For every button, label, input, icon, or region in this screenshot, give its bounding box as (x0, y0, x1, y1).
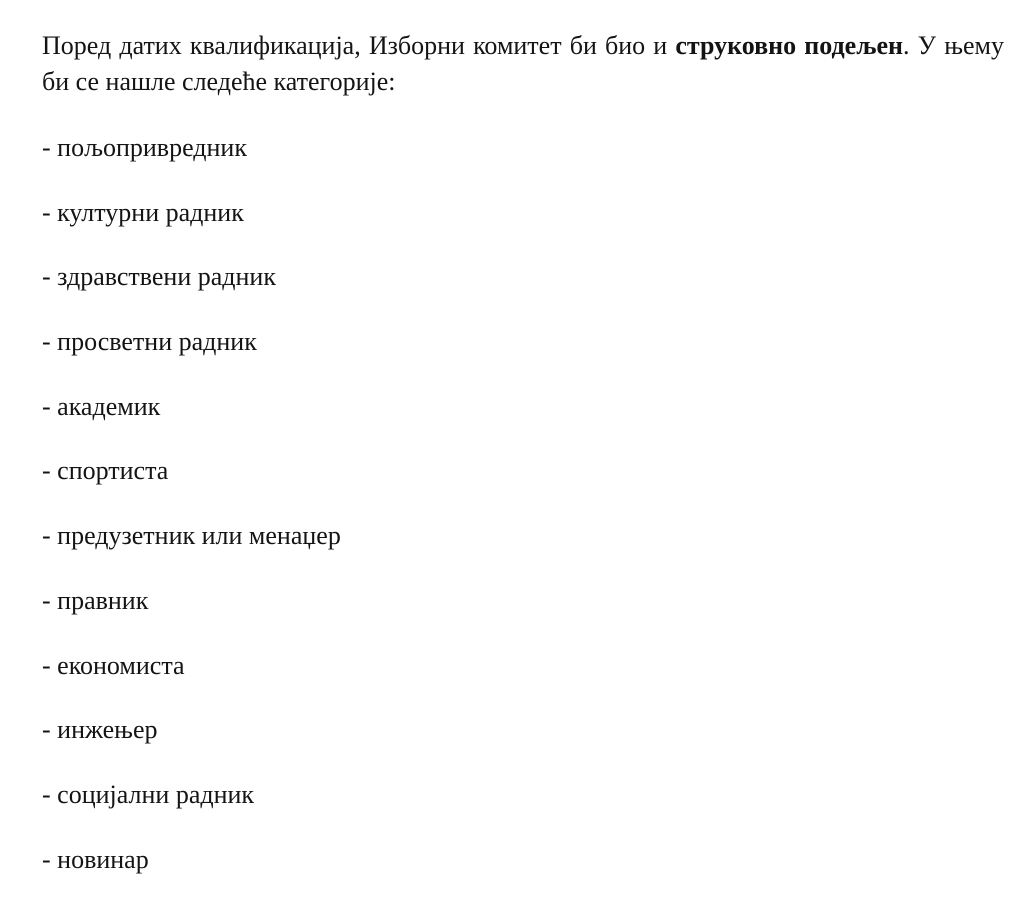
category-item: - просветни радник (42, 327, 257, 357)
category-item: - културни радник (42, 197, 244, 227)
category-item: - економиста (42, 650, 185, 680)
category-item: - новинар (42, 844, 149, 874)
intro-text-end: . У њему би се нашле следеће категорије: (42, 31, 1004, 96)
intro-bold-phrase: струковно подељен (675, 31, 903, 60)
category-list (42, 130, 341, 906)
intro-paragraph (42, 28, 1004, 100)
category-item: - пољопривредник (42, 133, 247, 162)
category-item: - спортиста (42, 456, 169, 486)
category-item: - социјални радник (42, 779, 255, 809)
document-page (42, 28, 1004, 874)
intro-text-start: Поред датих квалификација, Изборни комитет би био и (42, 31, 676, 60)
category-item: - академик (42, 391, 161, 421)
category-item: - инжењер (42, 715, 158, 745)
category-item: - предузетник или менаџер (42, 521, 341, 551)
category-item: - правник (42, 585, 149, 615)
category-item: - здравствени радник (42, 262, 276, 292)
